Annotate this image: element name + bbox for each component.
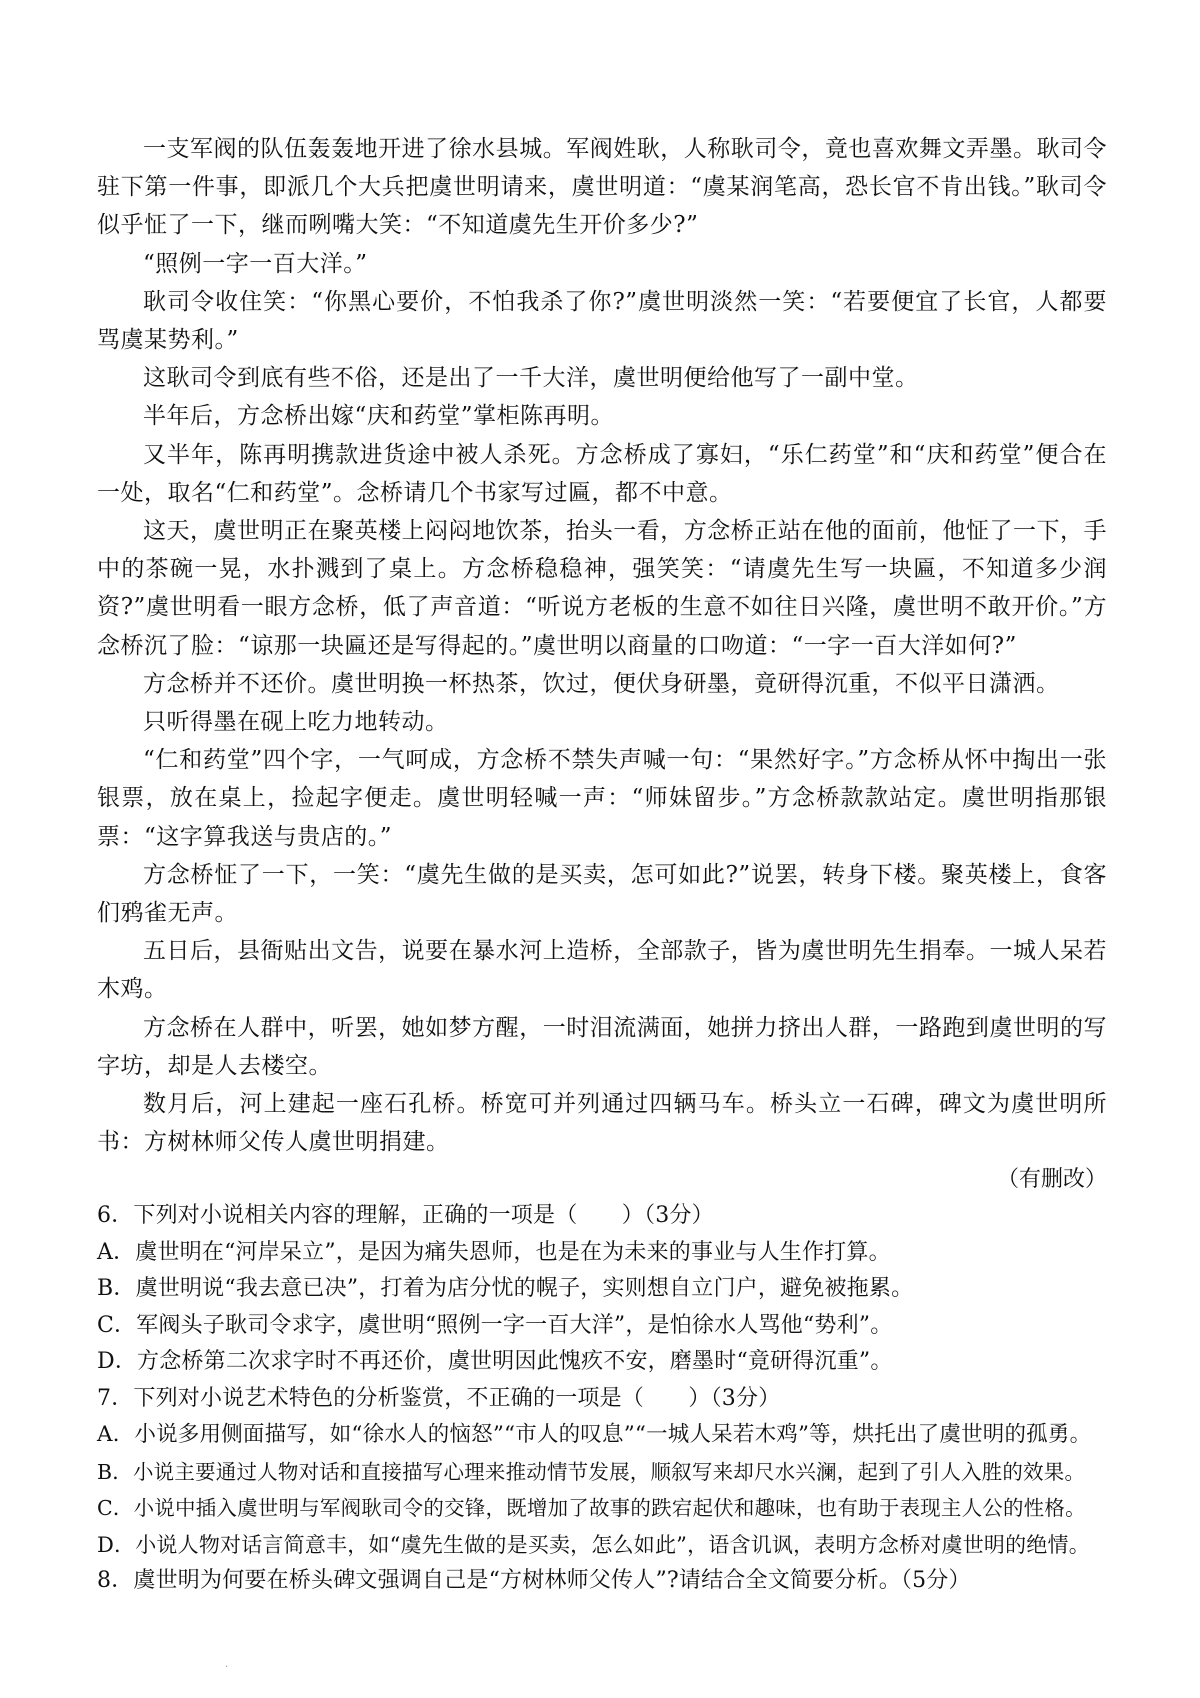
answer-option-d: D．小说人物对话言简意丰，如“虞先生做的是买卖，怎么如此”，语含讥讽，表明方念桥对虞世明的绝情。 [97,1532,1090,1557]
passage-paragraph: “照例一字一百大洋。” [143,250,368,277]
passage-paragraph: 这天，虞世明正在聚英楼上闷闷地饮茶，抬头一看，方念桥正站在他的面前，他怔了一下，手中的茶碗一晃，水扑溅到了桌上。方念桥稳稳神，强笑笑：“请虞先生写一块匾，不知道多少润资?”虞世明看一眼方念桥，低了声音道：“听说方老板的生意不如往日兴隆，虞世明不敢开价。”方念桥沉了脸：“谅那一块匾还是写得起的。”虞世明以商量的口吻道：“一字一百大洋如何?” [97,518,1107,659]
passage-paragraph: 方念桥在人群中，听罢，她如梦方醒，一时泪流满面，她拼力挤出人群，一路跑到虞世明的写字坊，却是人去楼空。 [97,1014,1107,1079]
passage-paragraph: “仁和药堂”四个字，一气呵成，方念桥不禁失声喊一句：“果然好字。”方念桥从怀中掏出一张银票，放在桌上，捡起字便走。虞世明轻喊一声：“师妹留步。”方念桥款款站定。虞世明指那银票：“这字算我送与贵店的。” [97,747,1107,850]
passage-paragraph: 只听得墨在砚上吃力地转动。 [143,709,449,736]
passage [97,130,1107,1198]
passage-paragraph: 这耿司令到底有些不俗，还是出了一千大洋，虞世明便给他写了一副中堂。 [143,365,919,392]
passage-paragraph: 五日后，县衙贴出文告，说要在暴水河上造桥，全部款子，皆为虞世明先生捐奉。一城人呆若木鸡。 [97,938,1107,1003]
footer-mark: · [225,1662,229,1673]
question-stem: 8．虞世明为何要在桥头碑文强调自己是“方树林师父传人”?请结合全文简要分析。（5分） [97,1568,971,1594]
passage-paragraph: 数月后，河上建起一座石孔桥。桥宽可并列通过四辆马车。桥头立一石碑，碑文为虞世明所书：方树林师父传人虞世明捐建。 [97,1091,1107,1156]
passage-paragraph: 半年后，方念桥出嫁“庆和药堂”掌柜陈再明。 [143,403,615,430]
answer-option-c: C．军阀头子耿司令求字，虞世明“照例一字一百大洋”，是怕徐水人骂他“势利”。 [97,1312,893,1338]
passage-paragraph: 又半年，陈再明携款进货途中被人杀死。方念桥成了寡妇，“乐仁药堂”和“庆和药堂”便合在一处，取名“仁和药堂”。念桥请几个书家写过匾，都不中意。 [97,441,1107,506]
answer-option-b: B．虞世明说“我去意已决”，打着为店分忧的幌子，实则想自立门户，避免被拖累。 [97,1276,914,1302]
passage-paragraph: 耿司令收住笑：“你黑心要价，不怕我杀了你?”虞世明淡然一笑：“若要便宜了长官，人都要骂虞某势利。” [97,288,1107,354]
question-7 [97,1381,1107,1564]
answer-option-a: A．虞世明在“河岸呆立”，是因为痛失恩师，也是在为未来的事业与人生作打算。 [97,1239,891,1265]
answer-option-d: D．方念桥第二次求字时不再还价，虞世明因此愧疚不安，磨墨时“竟研得沉重”。 [97,1349,893,1375]
answer-option-a: A．小说多用侧面描写，如“徐水人的恼怒”“市人的叹息”“一城人呆若木鸡”等，烘托出了虞世明的孤勇。 [97,1422,1092,1448]
document-page [97,130,1107,1600]
passage-paragraph: 方念桥并不还价。虞世明换一杯热茶，饮过，便伏身研墨，竟研得沉重，不似平日潇洒。 [143,670,1060,697]
passage-paragraph: 方念桥怔了一下，一笑：“虞先生做的是买卖，怎可如此?”说罢，转身下楼。聚英楼上，食客们鸦雀无声。 [97,861,1107,927]
question-8 [97,1563,1107,1600]
passage-paragraph: 一支军阀的队伍轰轰地开进了徐水县城。军阀姓耿，人称耿司令，竟也喜欢舞文弄墨。耿司令驻下第一件事，即派几个大兵把虞世明请来，虞世明道：“虞某润笔高，恐长官不肯出钱。”耿司令似乎怔了一下，继而咧嘴大笑：“不知道虞先生开价多少?” [97,136,1107,239]
question-stem: 7．下列对小说艺术特色的分析鉴赏，不正确的一项是（ ）（3分） [97,1385,781,1411]
source-note: （有删改） [996,1167,1107,1193]
question-stem: 6．下列对小说相关内容的理解，正确的一项是（ ）（3分） [97,1203,714,1229]
question-6 [97,1198,1107,1381]
answer-option-b: B．小说主要通过人物对话和直接描写心理来推动情节发展，顺叙写来却尺水兴澜，起到了引人入胜的效果。 [97,1459,1086,1484]
answer-option-c: C．小说中插入虞世明与军阀耿司令的交锋，既增加了故事的跌宕起伏和趣味，也有助于表现主人公的性格。 [97,1496,1086,1521]
